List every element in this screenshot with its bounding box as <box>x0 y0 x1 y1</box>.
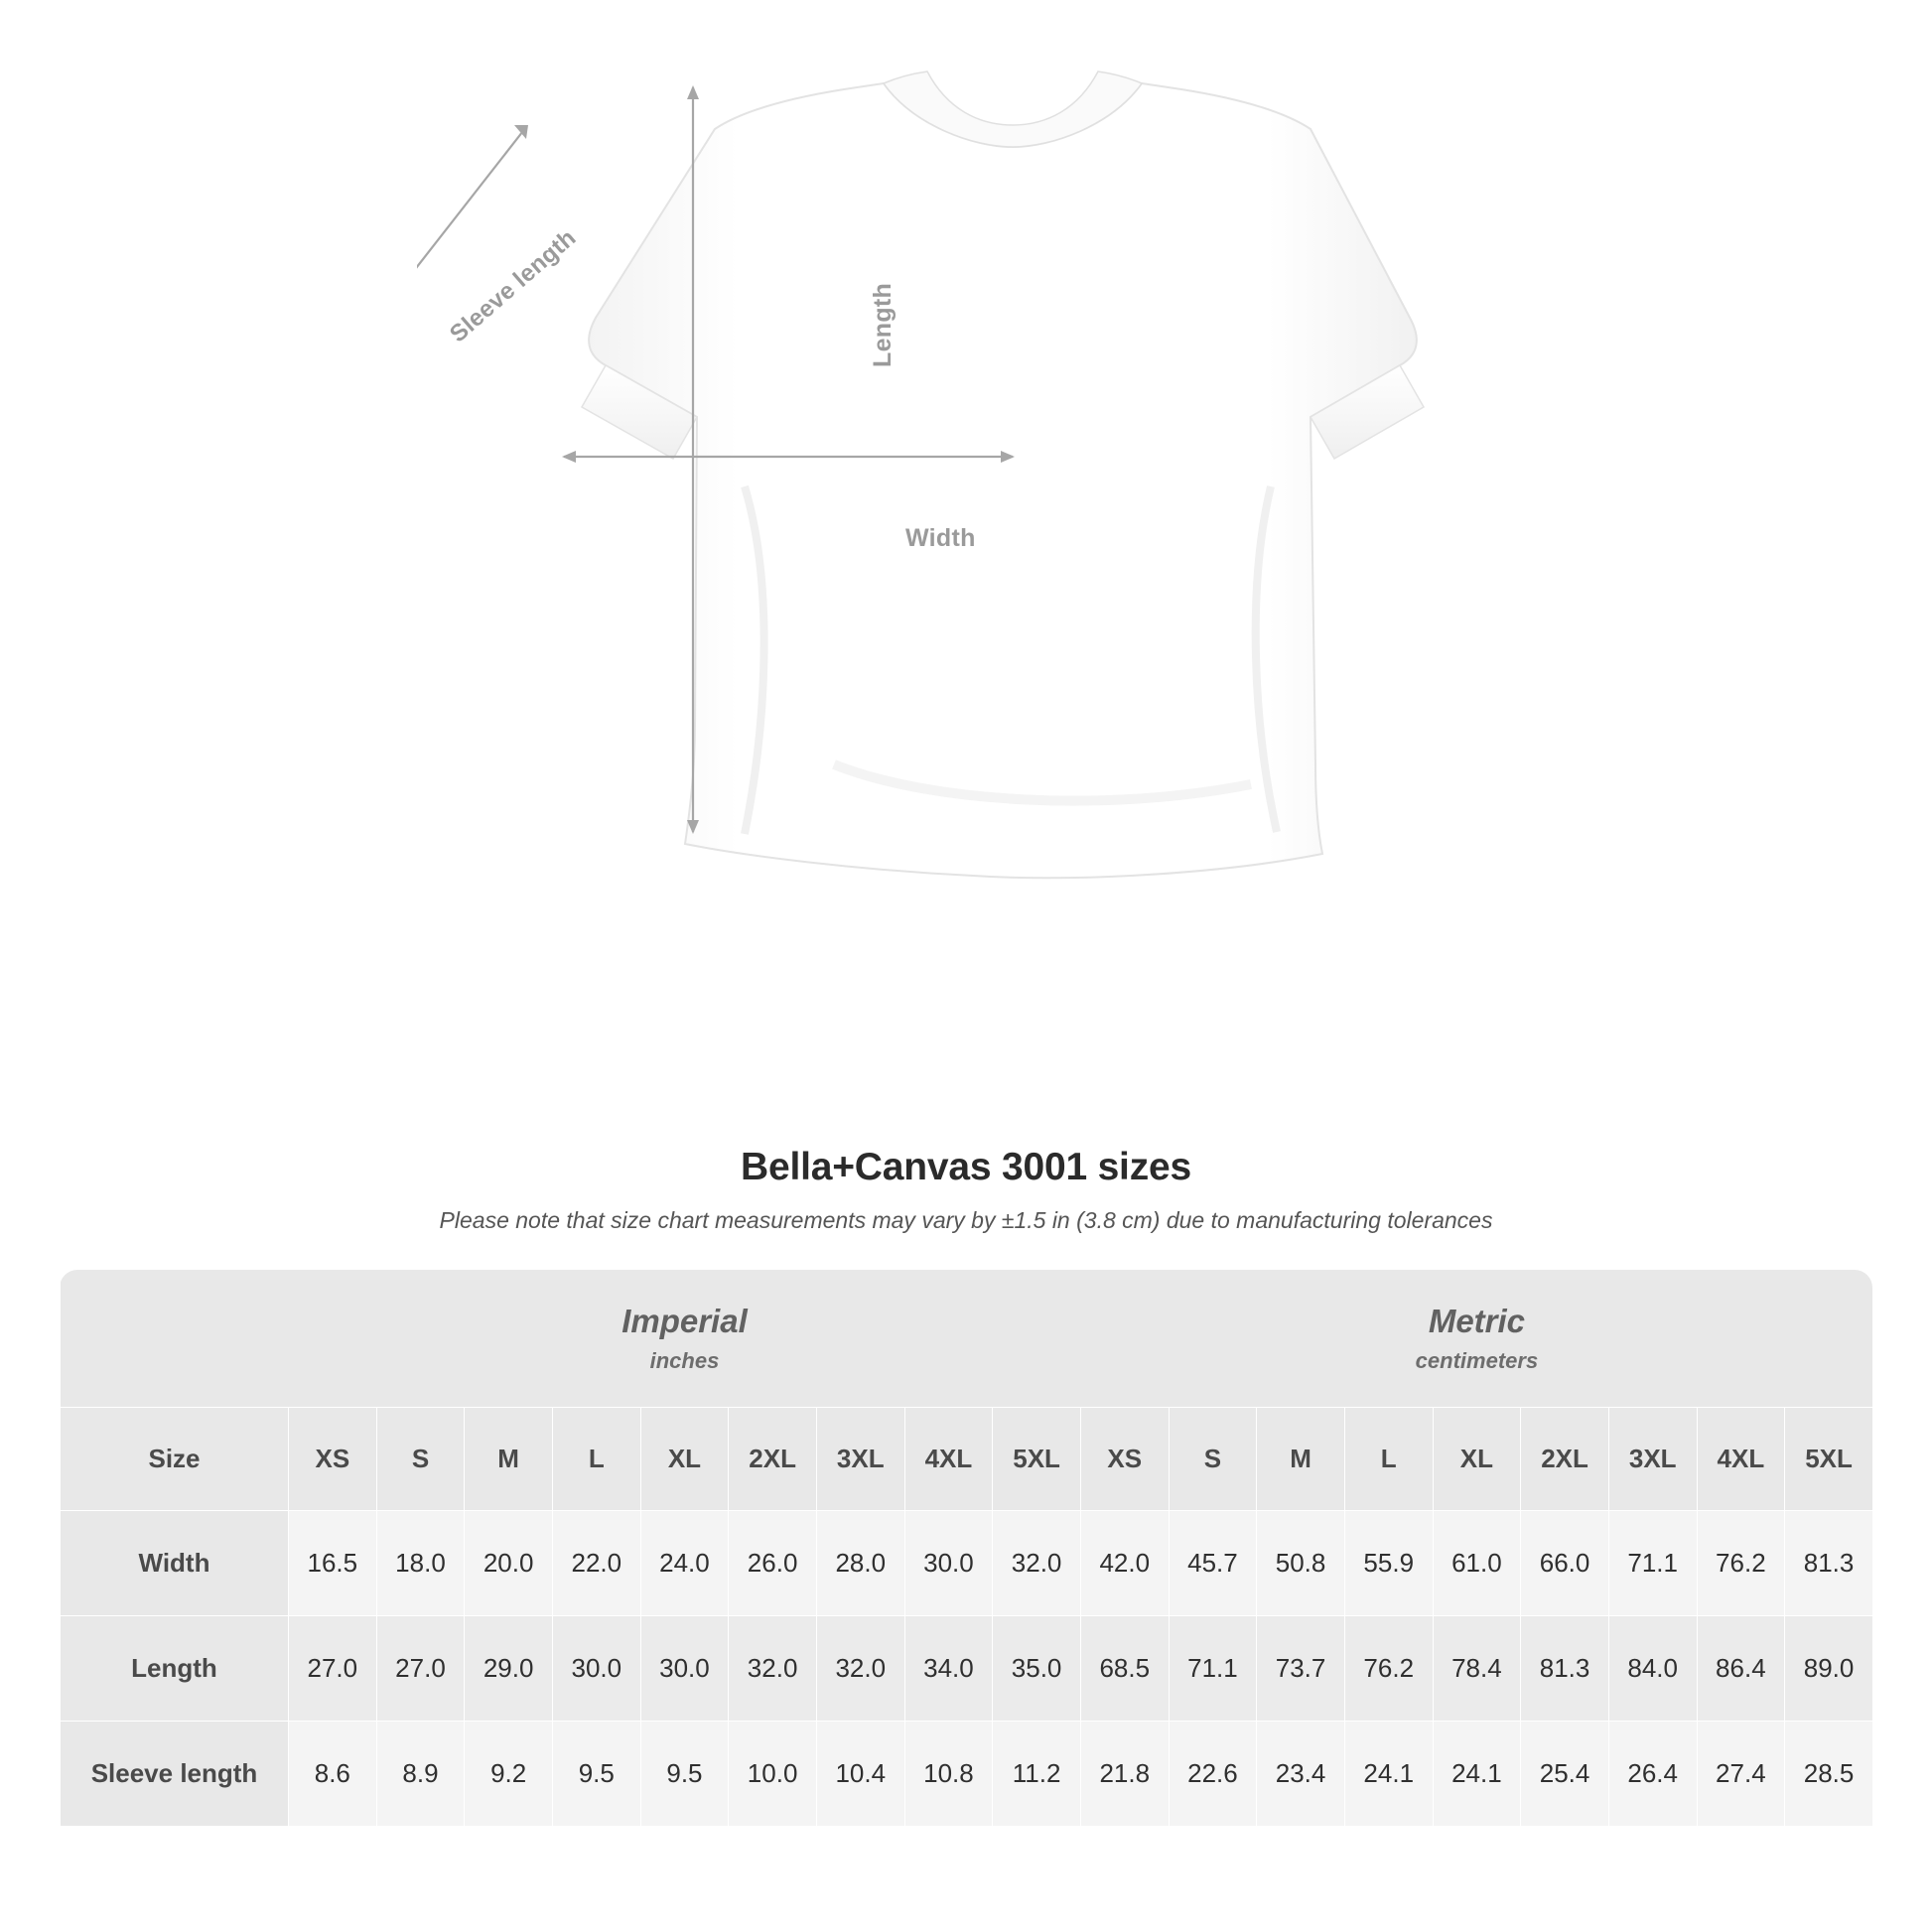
cell-width-imperial-xs: 16.5 <box>289 1510 377 1615</box>
cell-width-metric-4xl: 76.2 <box>1697 1510 1785 1615</box>
row-label-width: Width <box>61 1510 289 1615</box>
imperial-system-unit: inches <box>649 1347 720 1373</box>
size-table <box>60 1270 1872 1827</box>
size-col-imperial-4xl: 4XL <box>904 1407 993 1510</box>
cell-sleeve-length-metric-xs: 21.8 <box>1080 1721 1169 1826</box>
size-col-metric-m: M <box>1257 1407 1345 1510</box>
cell-width-imperial-2xl: 26.0 <box>729 1510 817 1615</box>
row-label-sleeve-length: Sleeve length <box>61 1721 289 1826</box>
cell-width-metric-s: 45.7 <box>1169 1510 1257 1615</box>
cell-length-imperial-l: 30.0 <box>552 1615 640 1721</box>
cell-width-imperial-4xl: 30.0 <box>904 1510 993 1615</box>
cell-width-metric-xs: 42.0 <box>1080 1510 1169 1615</box>
cell-length-imperial-3xl: 32.0 <box>816 1615 904 1721</box>
cell-width-metric-3xl: 71.1 <box>1608 1510 1697 1615</box>
cell-length-metric-s: 71.1 <box>1169 1615 1257 1721</box>
cell-width-imperial-xl: 24.0 <box>640 1510 729 1615</box>
cell-length-imperial-m: 29.0 <box>465 1615 553 1721</box>
cell-length-imperial-4xl: 34.0 <box>904 1615 993 1721</box>
size-col-imperial-5xl: 5XL <box>993 1407 1081 1510</box>
size-col-imperial-xs: XS <box>289 1407 377 1510</box>
size-col-imperial-s: S <box>376 1407 465 1510</box>
cell-sleeve-length-metric-2xl: 25.4 <box>1521 1721 1609 1826</box>
cell-length-imperial-s: 27.0 <box>376 1615 465 1721</box>
size-row-header: Size <box>61 1407 289 1510</box>
metric-system-unit: centimeters <box>1415 1347 1539 1373</box>
cell-width-metric-m: 50.8 <box>1257 1510 1345 1615</box>
cell-width-imperial-m: 20.0 <box>465 1510 553 1615</box>
cell-sleeve-length-metric-xl: 24.1 <box>1433 1721 1521 1826</box>
cell-sleeve-length-imperial-s: 8.9 <box>376 1721 465 1826</box>
title-block <box>0 1146 1932 1234</box>
cell-width-imperial-5xl: 32.0 <box>993 1510 1081 1615</box>
cell-sleeve-length-imperial-xs: 8.6 <box>289 1721 377 1826</box>
cell-sleeve-length-imperial-2xl: 10.0 <box>729 1721 817 1826</box>
cell-width-imperial-l: 22.0 <box>552 1510 640 1615</box>
size-col-metric-l: L <box>1344 1407 1433 1510</box>
size-col-metric-xl: XL <box>1433 1407 1521 1510</box>
metric-header <box>1080 1270 1872 1407</box>
cell-sleeve-length-imperial-l: 9.5 <box>552 1721 640 1826</box>
width-guide-label: Width <box>905 524 976 552</box>
cell-length-metric-l: 76.2 <box>1344 1615 1433 1721</box>
size-col-imperial-2xl: 2XL <box>729 1407 817 1510</box>
table-row <box>61 1615 1873 1721</box>
size-col-metric-2xl: 2XL <box>1521 1407 1609 1510</box>
size-col-imperial-xl: XL <box>640 1407 729 1510</box>
unit-header-spacer <box>61 1270 289 1407</box>
cell-length-metric-2xl: 81.3 <box>1521 1615 1609 1721</box>
unit-system-header-row <box>61 1270 1873 1407</box>
cell-length-metric-5xl: 89.0 <box>1785 1615 1872 1721</box>
length-guide-label: Length <box>869 282 897 367</box>
size-col-metric-4xl: 4XL <box>1697 1407 1785 1510</box>
cell-width-metric-l: 55.9 <box>1344 1510 1433 1615</box>
cell-width-imperial-3xl: 28.0 <box>816 1510 904 1615</box>
tolerance-note: Please note that size chart measurements may vary by ±1.5 in (3.8 cm) due to manufacturing tolerances <box>439 1207 1493 1233</box>
cell-sleeve-length-metric-5xl: 28.5 <box>1785 1721 1872 1826</box>
cell-length-imperial-5xl: 35.0 <box>993 1615 1081 1721</box>
cell-sleeve-length-metric-l: 24.1 <box>1344 1721 1433 1826</box>
size-col-metric-xs: XS <box>1080 1407 1169 1510</box>
imperial-header <box>289 1270 1081 1407</box>
size-col-imperial-m: M <box>465 1407 553 1510</box>
size-table-body <box>61 1510 1873 1826</box>
table-row <box>61 1510 1873 1615</box>
cell-length-metric-4xl: 86.4 <box>1697 1615 1785 1721</box>
cell-length-metric-xl: 78.4 <box>1433 1615 1521 1721</box>
cell-width-imperial-s: 18.0 <box>376 1510 465 1615</box>
size-header-row <box>61 1407 1873 1510</box>
size-col-imperial-3xl: 3XL <box>816 1407 904 1510</box>
cell-sleeve-length-metric-s: 22.6 <box>1169 1721 1257 1826</box>
cell-sleeve-length-metric-m: 23.4 <box>1257 1721 1345 1826</box>
metric-system-name: Metric <box>1428 1302 1526 1339</box>
cell-sleeve-length-imperial-3xl: 10.4 <box>816 1721 904 1826</box>
cell-width-metric-5xl: 81.3 <box>1785 1510 1872 1615</box>
size-col-metric-s: S <box>1169 1407 1257 1510</box>
size-col-metric-5xl: 5XL <box>1785 1407 1872 1510</box>
cell-width-metric-2xl: 66.0 <box>1521 1510 1609 1615</box>
imperial-system-name: Imperial <box>621 1302 748 1339</box>
cell-sleeve-length-imperial-m: 9.2 <box>465 1721 553 1826</box>
cell-sleeve-length-metric-4xl: 27.4 <box>1697 1721 1785 1826</box>
row-label-length: Length <box>61 1615 289 1721</box>
cell-sleeve-length-imperial-5xl: 11.2 <box>993 1721 1081 1826</box>
cell-sleeve-length-imperial-xl: 9.5 <box>640 1721 729 1826</box>
cell-length-imperial-2xl: 32.0 <box>729 1615 817 1721</box>
sleeve-length-guide-label: Sleeve length <box>445 223 582 348</box>
cell-length-imperial-xl: 30.0 <box>640 1615 729 1721</box>
page-title: Bella+Canvas 3001 sizes <box>741 1146 1191 1188</box>
size-col-imperial-l: L <box>552 1407 640 1510</box>
cell-length-metric-3xl: 84.0 <box>1608 1615 1697 1721</box>
table-row <box>61 1721 1873 1826</box>
size-table-wrapper <box>60 1270 1872 1827</box>
size-col-metric-3xl: 3XL <box>1608 1407 1697 1510</box>
tshirt-image <box>417 69 1469 1062</box>
cell-sleeve-length-imperial-4xl: 10.8 <box>904 1721 993 1826</box>
cell-length-imperial-xs: 27.0 <box>289 1615 377 1721</box>
cell-width-metric-xl: 61.0 <box>1433 1510 1521 1615</box>
cell-length-metric-m: 73.7 <box>1257 1615 1345 1721</box>
cell-sleeve-length-metric-3xl: 26.4 <box>1608 1721 1697 1826</box>
tshirt-svg <box>417 69 1469 1062</box>
cell-length-metric-xs: 68.5 <box>1080 1615 1169 1721</box>
